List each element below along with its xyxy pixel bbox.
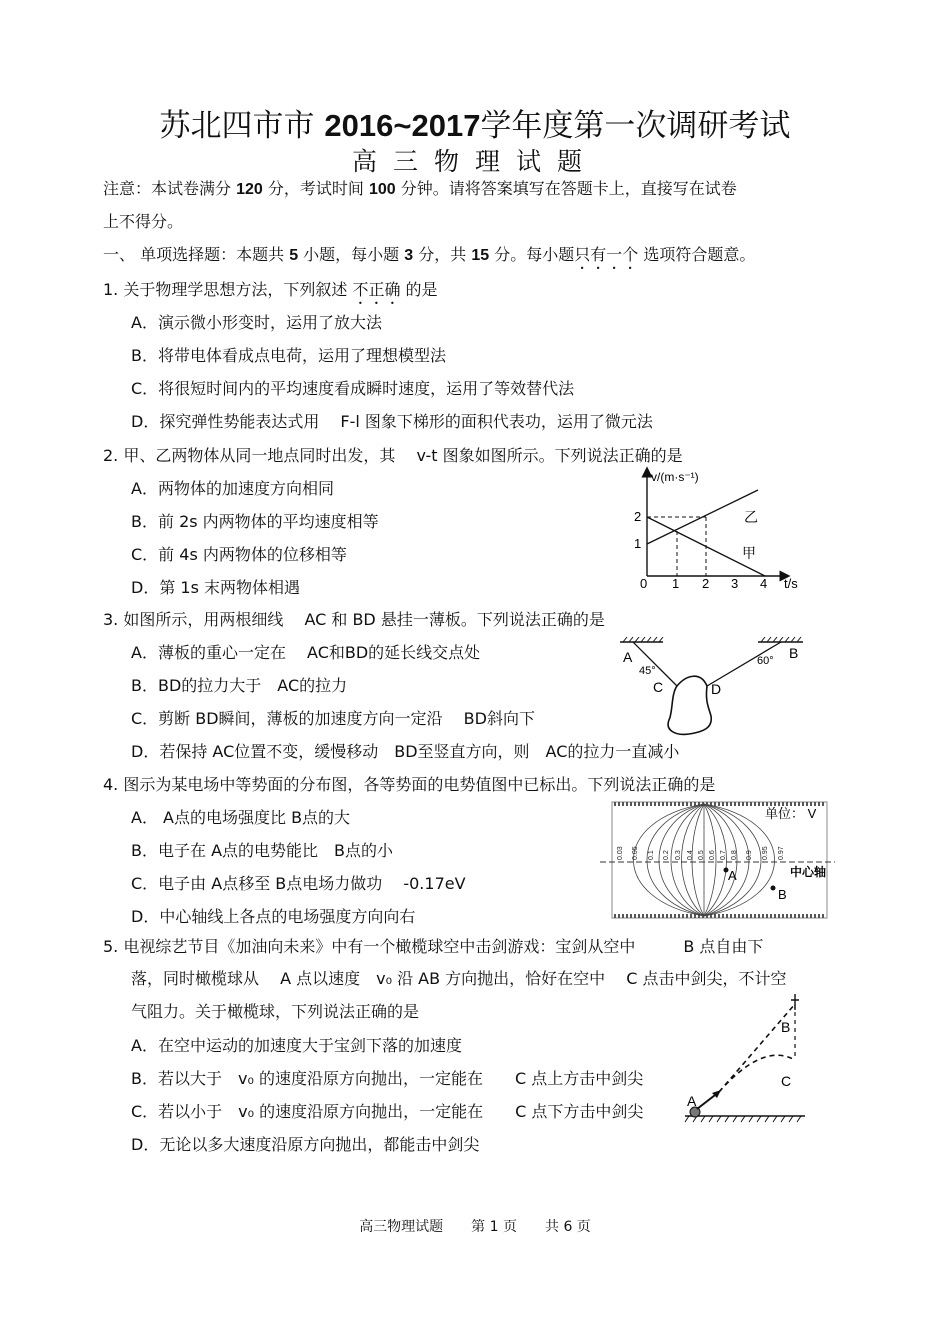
potential-value: 0.1 — [648, 850, 655, 860]
title-exam: 学年度第一次调研考试 — [480, 108, 791, 144]
q4-option-b: B．电子在 A点的电势能比 B点的小 — [131, 841, 393, 860]
q2-option-d: D．第 1s 末两物体相遇 — [131, 578, 301, 597]
q3-option-a: A．薄板的重心一定在 AC和BD的延长线交点处 — [131, 643, 481, 662]
points-each: 3 — [404, 247, 414, 264]
section-text: 一、 单项选择题：本题共 — [103, 245, 290, 264]
y-tick-1: 1 — [634, 536, 642, 551]
question-5-stem-3: 气阻力。关于橄榄球，下列说法正确的是 — [131, 1002, 420, 1021]
exam-title — [0, 100, 950, 145]
section-header — [103, 245, 755, 273]
label-d: D — [711, 681, 722, 697]
question-5-stem-1: 5. 电视综艺节目《加油向未来》中有一个橄榄球空中击剑游戏：宝剑从空中 B 点自由下 — [103, 937, 764, 956]
potential-value: 0.7 — [720, 850, 727, 860]
unit-label: 单位： V — [765, 806, 817, 821]
label-yi: 乙 — [744, 509, 758, 525]
question-4-stem: 4. 图示为某电场中等势面的分布图，各等势面的电势值图中已标出。下列说法正确的是 — [103, 775, 716, 794]
label-c: C — [653, 679, 664, 695]
x-tick-3: 3 — [731, 576, 739, 591]
full-score: 120 — [236, 181, 263, 198]
q1-option-d: D．探究弹性势能表达式用 F-l 图象下梯形的面积代表功，运用了微元法 — [131, 412, 653, 431]
notice-line-1 — [103, 179, 737, 200]
hanging-plate-figure — [615, 632, 815, 742]
point-b-label: B — [778, 887, 787, 902]
notice-text: 分钟。请将答案填写在答题卡上，直接写在试卷 — [395, 179, 737, 198]
potential-value: 0.9 — [746, 850, 753, 860]
notice-text: 注意：本试卷满分 — [103, 179, 237, 198]
angle-45: 45° — [639, 665, 656, 677]
q5-option-d: D．无论以多大速度沿原方向抛出，都能击中剑尖 — [131, 1135, 480, 1154]
q3-option-c: C．剪断 BD瞬间，薄板的加速度方向一定沿 BD斜向下 — [131, 709, 535, 728]
question-1-stem — [103, 280, 438, 308]
x-tick-1: 1 — [672, 576, 680, 591]
notice-text: 分，考试时间 — [262, 179, 369, 198]
question-2-stem: 2. 甲、乙两物体从同一地点同时出发，其 v-t 图象如图所示。下列说法正确的是 — [103, 446, 683, 465]
potential-value: 0.5 — [698, 850, 705, 860]
question-count: 5 — [289, 247, 299, 264]
x-tick-4: 4 — [760, 576, 768, 591]
q3-option-b: B．BD的拉力大于 AC的拉力 — [131, 676, 348, 695]
x-tick-0: 0 — [640, 576, 648, 591]
label-jia: 甲 — [742, 545, 756, 561]
potential-value: 0.3 — [675, 850, 682, 860]
stem-text: 的是 — [400, 280, 438, 299]
label-c: C — [781, 1073, 792, 1089]
q4-option-a: A． A点的电场强度比 B点的大 — [131, 808, 351, 827]
label-b: B — [781, 1019, 791, 1035]
y-axis-label: v/(m·s⁻¹) — [651, 470, 699, 484]
q2-option-a: A．两物体的加速度方向相同 — [131, 479, 334, 498]
potential-value: 0.97 — [778, 846, 785, 860]
center-axis-label: 中心轴 — [790, 865, 827, 879]
potential-value: 0.03 — [617, 846, 624, 860]
question-3-stem: 3. 如图所示，用两根细线 AC 和 BD 悬挂一薄板。下列说法正确的是 — [103, 610, 605, 629]
points-total: 15 — [471, 247, 490, 264]
angle-60: 60° — [757, 655, 774, 667]
x-tick-2: 2 — [702, 576, 710, 591]
plate — [668, 676, 711, 734]
exam-time: 100 — [368, 181, 396, 198]
section-text: 分，共 — [413, 245, 472, 264]
stem-text: 1. 关于物理学思想方法，下列叙述 — [103, 280, 353, 299]
title-region: 苏北四市市 — [159, 108, 325, 144]
q5-option-c: C．若以小于 v₀ 的速度沿原方向抛出，一定能在 C 点下方击中剑尖 — [131, 1102, 644, 1121]
point-b — [771, 886, 776, 891]
potential-value: 0.6 — [709, 850, 716, 860]
page-footer: 高三物理试题 第 1 页 共 6 页 — [359, 1219, 591, 1235]
q2-option-b: B．前 2s 内两物体的平均速度相等 — [131, 512, 379, 531]
ground-hatch — [685, 1116, 801, 1122]
section-text: 小题，每小题 — [298, 245, 405, 264]
label-a: A — [687, 1093, 697, 1109]
potential-value: 0.2 — [663, 850, 670, 860]
label-a: A — [623, 649, 633, 665]
q1-option-b: B．将带电体看成点电荷，运用了理想模型法 — [131, 346, 446, 365]
equipotential-figure — [600, 800, 835, 922]
x-axis-label: t/s — [784, 576, 798, 591]
q1-option-a: A．演示微小形变时，运用了放大法 — [131, 313, 382, 332]
potential-value: 0.05 — [632, 846, 639, 860]
notice-line-2: 上不得分。 — [103, 212, 184, 231]
exam-subtitle: 高三物理试题 — [351, 147, 598, 176]
y-tick-2: 2 — [634, 509, 642, 524]
point-a-label: A — [728, 868, 737, 883]
title-years: 2016~2017 — [324, 108, 481, 143]
vt-graph — [620, 464, 820, 594]
potential-value: 0.4 — [687, 850, 694, 860]
q1-option-c: C．将很短时间内的平均速度看成瞬时速度，运用了等效替代法 — [131, 379, 575, 398]
q4-option-c: C．电子由 A点移至 B点电场力做功 -0.17eV — [131, 874, 466, 893]
emphasis-only-one: 只有一个 — [574, 245, 639, 264]
section-text: 选项符合题意。 — [638, 245, 756, 264]
label-b: B — [789, 645, 799, 661]
emphasis-not-correct: 不正确 — [352, 280, 401, 299]
section-text: 分。每小题 — [489, 245, 575, 264]
potential-value: 0.8 — [731, 850, 738, 860]
q5-option-b: B．若以大于 v₀ 的速度沿原方向抛出，一定能在 C 点上方击中剑尖 — [131, 1069, 644, 1088]
sword-ball-figure — [683, 990, 813, 1125]
q5-option-a: A．在空中运动的加速度大于宝剑下落的加速度 — [131, 1036, 462, 1055]
q2-option-c: C．前 4s 内两物体的位移相等 — [131, 545, 347, 564]
question-5-stem-2: 落，同时橄榄球从 A 点以速度 v₀ 沿 AB 方向抛出，恰好在空中 C 点击中剑尖，不计空 — [131, 969, 787, 988]
q4-option-d: D．中心轴线上各点的电场强度方向向右 — [131, 907, 416, 926]
potential-value: 0.95 — [762, 846, 769, 860]
q3-option-d: D．若保持 AC位置不变，缓慢移动 BD至竖直方向，则 AC的拉力一直减小 — [131, 742, 680, 761]
